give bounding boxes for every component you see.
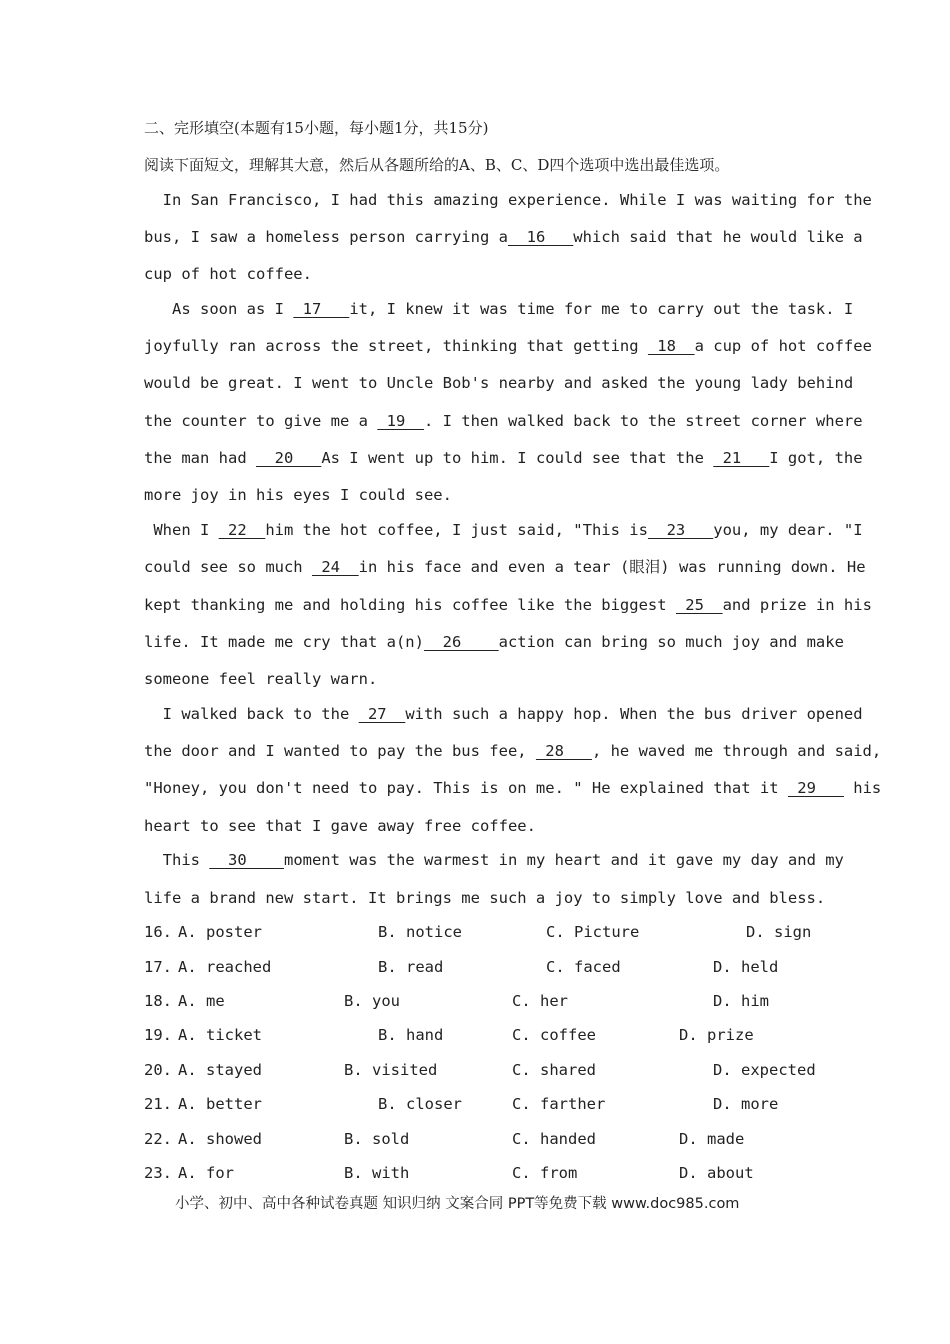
question-number: 20.: [144, 1061, 172, 1079]
passage-text: the door and I wanted to pay the bus fee,: [144, 742, 536, 760]
passage-line: [144, 227, 863, 247]
passage-text: which said that he would like a: [573, 228, 863, 246]
option-c: C. coffee: [512, 1026, 596, 1044]
passage-text: someone feel really warn.: [144, 670, 378, 688]
option-d: D. more: [713, 1095, 779, 1113]
option-d: D. about: [679, 1164, 754, 1182]
option-b: B. with: [344, 1164, 410, 1182]
passage-text: cup of hot coffee.: [144, 265, 312, 283]
passage-line: [144, 485, 806, 505]
passage-text: and prize in his: [722, 596, 872, 614]
passage-text: a cup of hot coffee: [694, 337, 872, 355]
passage-line: [144, 190, 872, 210]
passage-text: I walked back to the: [144, 705, 359, 723]
option-a: A. reached: [178, 958, 272, 976]
answer-blank: 17: [293, 300, 350, 318]
option-c: C. handed: [512, 1130, 596, 1148]
option-a: A. poster: [178, 923, 262, 941]
answer-blank: 26: [423, 633, 499, 651]
passage-text: This: [144, 851, 210, 869]
answer-blank: 29: [787, 779, 844, 797]
passage-line: [144, 632, 844, 652]
option-c: C. from: [512, 1164, 578, 1182]
question-number: 19.: [144, 1026, 172, 1044]
passage-text: him the hot coffee, I just said, "This is: [265, 521, 648, 539]
section-title: 二、完形填空(本题有15小题，每小题1分，共15分): [144, 119, 489, 137]
passage-text: In San Francisco, I had this amazing experience. While I was waiting for the: [144, 191, 872, 209]
answer-blank: 19: [377, 412, 424, 430]
option-d: D. expected: [713, 1061, 816, 1079]
passage-text: the counter to give me a: [144, 412, 378, 430]
passage-text: his: [843, 779, 882, 797]
question-number: 23.: [144, 1164, 172, 1182]
passage-text: joyfully ran across the street, thinking that getting: [144, 337, 648, 355]
answer-blank: 22: [218, 521, 266, 539]
passage-text: action can bring so much joy and make: [498, 633, 844, 651]
instructions: 阅读下面短文，理解其大意，然后从各题所给的A、B、C、D四个选项中选出最佳选项。: [144, 156, 730, 174]
option-b: B. sold: [344, 1130, 410, 1148]
option-c: C. Picture: [546, 923, 640, 941]
question-number: 22.: [144, 1130, 172, 1148]
passage-line: [144, 704, 863, 724]
passage-line: [144, 888, 826, 908]
passage-line: [144, 557, 866, 577]
option-c: C. farther: [512, 1095, 606, 1113]
option-b: B. you: [344, 992, 400, 1010]
passage-text: could see so much: [144, 558, 312, 576]
question-number: 16.: [144, 923, 172, 941]
passage-text: you, my dear. "I: [713, 521, 863, 539]
option-b: B. read: [378, 958, 444, 976]
answer-blank: 27: [358, 705, 406, 723]
answer-blank: 18: [647, 337, 695, 355]
passage-line: [144, 264, 806, 284]
answer-blank: 24: [311, 558, 359, 576]
option-c: C. shared: [512, 1061, 596, 1079]
passage-text: When I: [144, 521, 219, 539]
question-number: 21.: [144, 1095, 172, 1113]
option-a: A. better: [178, 1095, 262, 1113]
passage-text: "Honey, you don't need to pay. This is on me. " He explained that it: [144, 779, 788, 797]
passage-line: [144, 816, 806, 836]
passage-text: heart to see that I gave away free coffee.: [144, 817, 536, 835]
option-b: B. notice: [378, 923, 462, 941]
passage-text: in his face and even a tear (眼泪) was running down. He: [358, 558, 866, 576]
passage-text: bus, I saw a homeless person carrying a: [144, 228, 508, 246]
passage-text: I got, the: [769, 449, 863, 467]
option-b: B. visited: [344, 1061, 438, 1079]
passage-text: more joy in his eyes I could see.: [144, 486, 452, 504]
passage-line: [144, 299, 854, 319]
passage-text: As soon as I: [144, 300, 294, 318]
passage-text: life a brand new start. It brings me such a joy to simply love and bless.: [144, 889, 826, 907]
answer-blank: 30: [209, 851, 284, 869]
passage-text: kept thanking me and holding his coffee like the biggest: [144, 596, 676, 614]
option-a: A. ticket: [178, 1026, 262, 1044]
option-c: C. her: [512, 992, 568, 1010]
passage-text: would be great. I went to Uncle Bob's nearby and asked the young lady behind: [144, 374, 854, 392]
passage-text: . I then walked back to the street corner where: [423, 412, 863, 430]
option-d: D. sign: [746, 923, 812, 941]
passage-line: [144, 520, 863, 540]
option-c: C. faced: [546, 958, 621, 976]
passage-line: [144, 336, 872, 356]
option-d: D. prize: [679, 1026, 754, 1044]
passage-line: [144, 373, 854, 393]
option-b: B. hand: [378, 1026, 444, 1044]
option-a: A. for: [178, 1164, 234, 1182]
option-d: D. made: [679, 1130, 745, 1148]
option-d: D. held: [713, 958, 779, 976]
passage-line: [144, 411, 863, 431]
answer-blank: 20: [255, 449, 322, 467]
answer-blank: 21: [713, 449, 770, 467]
question-number: 17.: [144, 958, 172, 976]
passage-line: [144, 448, 863, 468]
option-a: A. me: [178, 992, 225, 1010]
passage-line: [144, 595, 872, 615]
passage-line: [144, 669, 806, 689]
passage-text: it, I knew it was time for me to carry out the task. I: [349, 300, 854, 318]
passage-text: the man had: [144, 449, 256, 467]
passage-text: As I went up to him. I could see that the: [321, 449, 714, 467]
passage-text: life. It made me cry that a(n): [144, 633, 424, 651]
passage-text: moment was the warmest in my heart and it gave my day and my: [283, 851, 844, 869]
option-d: D. him: [713, 992, 769, 1010]
answer-blank: 16: [507, 228, 574, 246]
option-a: A. stayed: [178, 1061, 262, 1079]
footer-banner: 小学、初中、高中各种试卷真题 知识归纳 文案合同 PPT等免费下载 www.doc985.com: [175, 1196, 740, 1212]
passage-line: [144, 850, 844, 870]
passage-text: with such a happy hop. When the bus driver opened: [405, 705, 863, 723]
passage-line: [144, 778, 882, 798]
option-a: A. showed: [178, 1130, 262, 1148]
passage-line: [144, 741, 882, 761]
answer-blank: 25: [675, 596, 723, 614]
question-number: 18.: [144, 992, 172, 1010]
answer-blank: 23: [647, 521, 714, 539]
option-b: B. closer: [378, 1095, 462, 1113]
passage-text: , he waved me through and said,: [591, 742, 882, 760]
answer-blank: 28: [535, 742, 592, 760]
